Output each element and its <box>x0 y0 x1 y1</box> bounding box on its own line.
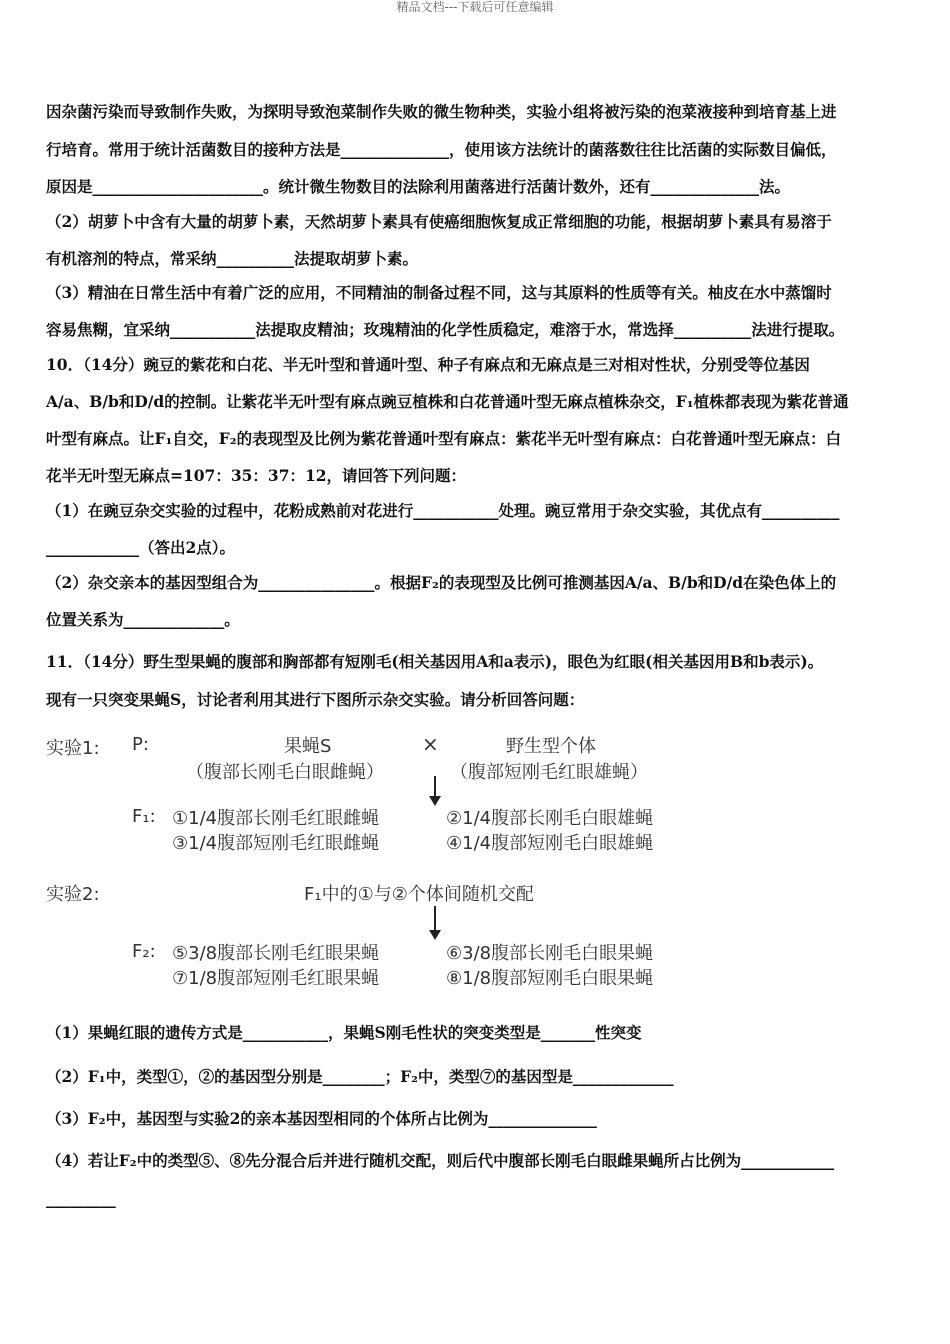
text-line: 行培育。常用于统计活菌数目的接种方法是______________，使用该方法统计的菌落数往往比活菌的实际数目偏低， <box>46 140 837 159</box>
text-line: （1）果蝇红眼的遗传方式是___________，果蝇S刚毛性状的突变类型是_______性突变 <box>46 1023 642 1042</box>
text-line: 因杂菌污染而导致制作失败，为探明导致泡菜制作失败的微生物种类，实验小组将被污染的泡菜液接种到培育基上进 <box>46 102 837 121</box>
text-line: 容易焦糊，宜采纳___________法提取皮精油；玫瑰精油的化学性质稳定，难溶于水，常选择__________法进行提取。 <box>46 320 845 339</box>
f1-type-4: ④1/4腹部短刚毛白眼雄蝇 <box>446 833 654 854</box>
text-line: （1）在豌豆杂交实验的过程中，花粉成熟前对花进行___________处理。豌豆常用于杂交实验，其优点有__________ <box>46 501 840 520</box>
exp1-label: 实验1: <box>46 738 100 759</box>
text-line: （4）若让F₂中的类型⑤、⑧先分混合后并进行随机交配，则后代中腹部长刚毛白眼雌果蝇所占比例为____________ <box>46 1151 835 1170</box>
f2-label: F₂: <box>132 941 156 962</box>
down-arrow-icon <box>434 776 436 798</box>
parent1-desc: （腹部长刚毛白眼雌蝇） <box>186 762 384 783</box>
f1-type-1: ①1/4腹部长刚毛红眼雌蝇 <box>172 808 380 829</box>
f2-type-5: ⑤3/8腹部长刚毛红眼果蝇 <box>172 943 380 964</box>
cross-experiment-figure <box>46 728 726 998</box>
text-line: ____________（答出2点）。 <box>46 538 236 557</box>
text-line: （2）杂交亲本的基因型组合为_______________。根据F₂的表现型及比例可推测基因A/a、B/b和D/d在染色体上的 <box>46 573 837 592</box>
text-line: （3）F₂中，基因型与实验2的亲本基因型相同的个体所占比例为______________ <box>46 1109 597 1128</box>
text-line: 叶型有麻点。让F₁自交，F₂的表现型及比例为紫花普通叶型有麻点：紫花半无叶型有麻点：白花普通叶型无麻点：白 <box>46 429 842 448</box>
text-line: （2）F₁中，类型①，②的基因型分别是________；F₂中，类型⑦的基因型是_____________ <box>46 1067 674 1086</box>
text-line: 现有一只突变果蝇S，讨论者利用其进行下图所示杂交实验。请分析回答问题： <box>46 690 585 709</box>
parent2-desc: （腹部短刚毛红眼雄蝇） <box>450 762 648 783</box>
f1-type-3: ③1/4腹部短刚毛红眼雌蝇 <box>172 833 380 854</box>
text-line: A/a、B/b和D/d的控制。让紫花半无叶型有麻点豌豆植株和白花普通叶型无麻点植株杂交，F₁植株都表现为紫花普通 <box>46 392 849 411</box>
text-line: （2）胡萝卜中含有大量的胡萝卜素，天然胡萝卜素具有使癌细胞恢复成正常细胞的功能，根据胡萝卜素具有易溶于 <box>46 212 832 231</box>
f1-label: F₁: <box>132 806 156 827</box>
down-arrow-icon <box>434 906 436 932</box>
text-line: 有机溶剂的特点，常采纳__________法提取胡萝卜素。 <box>46 249 419 268</box>
page-header: 精品文档---下载后可任意编辑 <box>396 0 554 14</box>
text-line: 10．（14分）豌豆的紫花和白花、半无叶型和普通叶型、种子有麻点和无麻点是三对相对性状，分别受等位基因 <box>46 355 810 374</box>
text-line: 11．（14分）野生型果蝇的腹部和胸部都有短刚毛(相关基因用A和a表示)，眼色为红眼(相关基因用B和b表示)。 <box>46 652 824 671</box>
text-line: 花半无叶型无麻点=107：35：37：12，请回答下列问题： <box>46 466 467 485</box>
text-line: 位置关系为_____________。 <box>46 610 240 629</box>
f2-type-6: ⑥3/8腹部长刚毛白眼果蝇 <box>446 943 654 964</box>
f2-type-8: ⑧1/8腹部短刚毛白眼果蝇 <box>446 968 654 989</box>
text-line: 原因是______________________。统计微生物数目的法除利用菌落进行活菌计数外，还有______________法。 <box>46 177 791 196</box>
parent1-name: 果蝇S <box>284 736 332 757</box>
f1-type-2: ②1/4腹部长刚毛白眼雄蝇 <box>446 808 654 829</box>
parent2-name: 野生型个体 <box>506 736 596 757</box>
cross-symbol: × <box>422 732 439 756</box>
exp2-label: 实验2: <box>46 884 100 905</box>
exp2-text: F₁中的①与②个体间随机交配 <box>304 884 534 905</box>
p-label: P: <box>132 734 149 755</box>
text-line: _________ <box>46 1189 116 1208</box>
text-line: （3）精油在日常生活中有着广泛的应用，不同精油的制备过程不同，这与其原料的性质等有关。柚皮在水中蒸馏时 <box>46 283 832 302</box>
f2-type-7: ⑦1/8腹部短刚毛红眼果蝇 <box>172 968 380 989</box>
